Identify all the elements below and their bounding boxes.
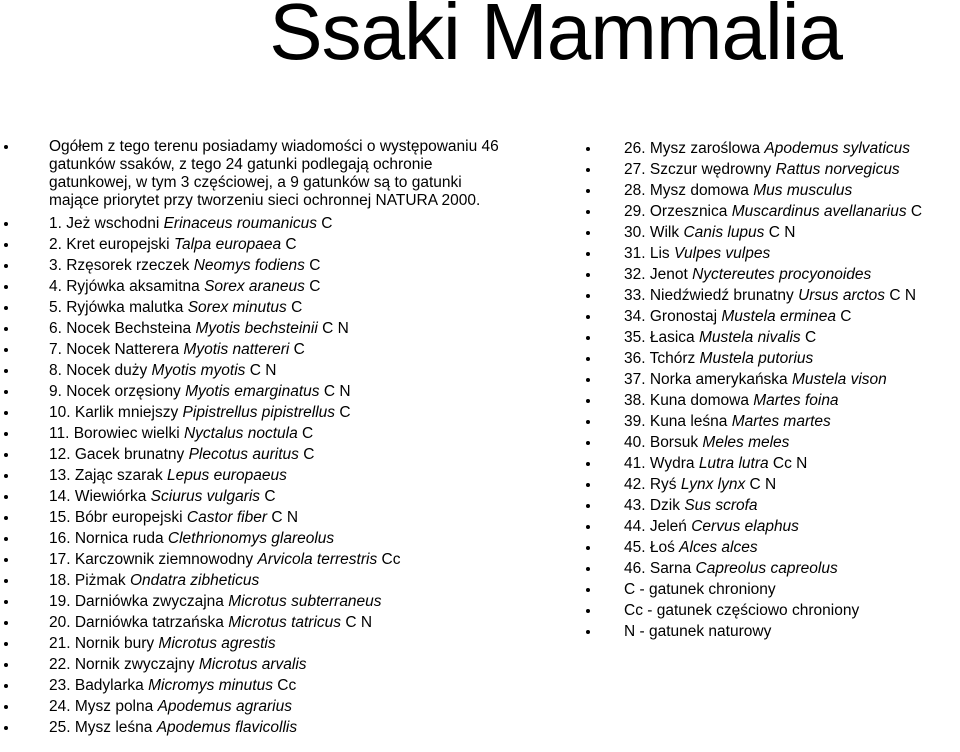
species-latin-name: Capreolus capreolus (695, 560, 838, 577)
species-polish-name: 27. Szczur wędrowny (624, 161, 772, 178)
species-latin-name: Plecotus auritus (188, 446, 299, 463)
species-latin-name: Vulpes vulpes (673, 245, 771, 262)
species-status: C (293, 341, 305, 358)
species-item (0, 339, 560, 360)
species-item (583, 285, 960, 306)
species-item (0, 654, 560, 675)
species-polish-name: 30. Wilk (624, 224, 680, 241)
species-latin-name: Erinaceus roumanicus (163, 215, 317, 232)
species-item (0, 234, 560, 255)
species-status: C N (323, 383, 351, 400)
species-polish-name: 16. Nornica ruda (49, 530, 164, 547)
species-item (0, 381, 560, 402)
species-item (0, 612, 560, 633)
species-latin-name: Nyctereutes procyonoides (692, 266, 872, 283)
species-latin-name: Ursus arctos (798, 287, 886, 304)
species-item (0, 696, 560, 717)
species-latin-name: Lepus europaeus (167, 467, 287, 484)
species-polish-name: 29. Orzesznica (624, 203, 728, 220)
species-item (583, 369, 960, 390)
species-item (0, 570, 560, 591)
species-item (0, 591, 560, 612)
species-status: C (339, 404, 351, 421)
species-latin-name: Microtus subterraneus (228, 593, 382, 610)
species-polish-name: 12. Gacek brunatny (49, 446, 185, 463)
species-item (583, 411, 960, 432)
species-latin-name: Mustela erminea (721, 308, 836, 325)
species-item (0, 633, 560, 654)
species-item (0, 276, 560, 297)
species-item (0, 423, 560, 444)
species-item (583, 264, 960, 285)
species-latin-name: Sus scrofa (684, 497, 758, 514)
species-item (583, 222, 960, 243)
species-latin-name: Sciurus vulgaris (150, 488, 261, 505)
species-polish-name: 1. Jeż wschodni (49, 215, 160, 232)
species-latin-name: Talpa europaea (173, 236, 282, 253)
species-item (583, 432, 960, 453)
species-item (583, 201, 960, 222)
species-item (0, 402, 560, 423)
species-item (583, 327, 960, 348)
species-polish-name: 42. Ryś (624, 476, 677, 493)
species-item (583, 390, 960, 411)
species-polish-name: 23. Badylarka (49, 677, 144, 694)
species-polish-name: 35. Łasica (624, 329, 695, 346)
species-latin-name: Apodemus agrarius (157, 698, 292, 715)
species-polish-name: 26. Mysz zaroślowa (624, 140, 761, 157)
species-polish-name: 46. Sarna (624, 560, 692, 577)
species-item (583, 537, 960, 558)
species-polish-name: 36. Tchórz (624, 350, 696, 367)
species-polish-name: 44. Jeleń (624, 518, 687, 535)
legend-item: Cc - gatunek częściowo chroniony (583, 600, 960, 621)
intro-paragraph: Ogółem z tego terenu posiadamy wiadomości o występowaniu 46 gatunków ssaków, z tego 24 gatunki podlegają ochronie gatunkowej, w tym 3 częściowej, a 9 gatunków są to gatunki mające priorytet przy tworzeniu sieci ochronnej NATURA 2000. (0, 138, 509, 210)
species-polish-name: 10. Karlik mniejszy (49, 404, 179, 421)
species-latin-name: Microtus tatricus (228, 614, 342, 631)
species-status: C (302, 425, 314, 442)
species-list-right (583, 138, 960, 642)
species-latin-name: Arvicola terrestris (257, 551, 378, 568)
species-item (0, 549, 560, 570)
legend-item: N - gatunek naturowy (583, 621, 960, 642)
species-latin-name: Clethrionomys glareolus (167, 530, 335, 547)
species-polish-name: 19. Darniówka zwyczajna (49, 593, 224, 610)
species-polish-name: 7. Nocek Natterera (49, 341, 180, 358)
species-latin-name: Lutra lutra (698, 455, 769, 472)
species-item (0, 444, 560, 465)
species-item (0, 318, 560, 339)
species-polish-name: 20. Darniówka tatrzańska (49, 614, 224, 631)
species-polish-name: 11. Borowiec wielki (49, 425, 180, 442)
species-item (0, 717, 560, 738)
species-status: C (840, 308, 852, 325)
species-item (0, 360, 560, 381)
species-status: C (910, 203, 923, 220)
species-polish-name: 15. Bóbr europejski (49, 509, 183, 526)
species-latin-name: Micromys minutus (148, 677, 273, 694)
species-latin-name: Sorex araneus (204, 278, 305, 295)
species-status: C (285, 236, 297, 253)
species-latin-name: Meles meles (702, 434, 790, 451)
species-latin-name: Myotis nattereri (183, 341, 290, 358)
species-latin-name: Martes martes (731, 413, 831, 430)
species-polish-name: 8. Nocek duży (49, 362, 148, 379)
species-status: Cc (381, 551, 401, 568)
species-polish-name: 45. Łoś (624, 539, 675, 556)
species-latin-name: Pipistrellus pipistrellus (182, 404, 336, 421)
species-polish-name: 25. Mysz leśna (49, 719, 153, 736)
species-latin-name: Muscardinus avellanarius (731, 203, 907, 220)
species-polish-name: 43. Dzik (624, 497, 680, 514)
species-latin-name: Apodemus flavicollis (156, 719, 298, 736)
species-status: C (309, 257, 321, 274)
species-latin-name: Neomys fodiens (193, 257, 305, 274)
species-item (583, 516, 960, 537)
species-item (0, 465, 560, 486)
species-status: C (804, 329, 817, 346)
species-status: C N (345, 614, 373, 631)
species-latin-name: Alces alces (679, 539, 758, 556)
species-item (583, 138, 960, 159)
species-item (0, 255, 560, 276)
species-status: C N (749, 476, 777, 493)
species-latin-name: Martes foina (753, 392, 839, 409)
species-latin-name: Castor fiber (186, 509, 267, 526)
species-item (583, 306, 960, 327)
species-item (583, 453, 960, 474)
species-polish-name: 32. Jenot (624, 266, 688, 283)
species-status: C N (768, 224, 796, 241)
species-item (0, 675, 560, 696)
species-polish-name: 21. Nornik bury (49, 635, 155, 652)
species-item (583, 495, 960, 516)
species-polish-name: 41. Wydra (624, 455, 695, 472)
species-latin-name: Nyctalus noctula (183, 425, 298, 442)
species-status: C N (889, 287, 917, 304)
species-polish-name: 39. Kuna leśna (624, 413, 728, 430)
species-latin-name: Lynx lynx (680, 476, 746, 493)
species-polish-name: 5. Ryjówka malutka (49, 299, 184, 316)
species-item (583, 558, 960, 579)
species-polish-name: 33. Niedźwiedź brunatny (624, 287, 794, 304)
species-polish-name: 22. Nornik zwyczajny (49, 656, 195, 673)
species-latin-name: Apodemus sylvaticus (764, 140, 911, 157)
species-polish-name: 6. Nocek Bechsteina (49, 320, 192, 337)
species-latin-name: Mustela vison (792, 371, 887, 388)
species-polish-name: 18. Piżmak (49, 572, 126, 589)
species-status: C (264, 488, 276, 505)
species-item (583, 474, 960, 495)
species-latin-name: Microtus agrestis (158, 635, 276, 652)
species-status: C (303, 446, 315, 463)
species-polish-name: 28. Mysz domowa (624, 182, 749, 199)
species-latin-name: Sorex minutus (187, 299, 287, 316)
species-item (583, 348, 960, 369)
species-polish-name: 14. Wiewiórka (49, 488, 147, 505)
species-polish-name: 40. Borsuk (624, 434, 699, 451)
species-item (0, 507, 560, 528)
species-latin-name: Ondatra zibheticus (129, 572, 260, 589)
species-polish-name: 2. Kret europejski (49, 236, 170, 253)
species-latin-name: Mus musculus (753, 182, 853, 199)
species-latin-name: Microtus arvalis (198, 656, 307, 673)
species-status: C (291, 299, 303, 316)
species-latin-name: Rattus norvegicus (775, 161, 900, 178)
species-polish-name: 4. Ryjówka aksamitna (49, 278, 200, 295)
species-polish-name: 17. Karczownik ziemnowodny (49, 551, 254, 568)
species-status: Cc (277, 677, 297, 694)
species-latin-name: Myotis bechsteinii (195, 320, 318, 337)
species-status: Cc N (772, 455, 808, 472)
species-status: C N (322, 320, 349, 337)
species-latin-name: Mustela nivalis (698, 329, 801, 346)
species-list-left (0, 138, 560, 738)
species-latin-name: Cervus elaphus (691, 518, 799, 535)
species-polish-name: 37. Norka amerykańska (624, 371, 788, 388)
species-latin-name: Mustela putorius (699, 350, 814, 367)
species-item (583, 159, 960, 180)
species-polish-name: 38. Kuna domowa (624, 392, 749, 409)
species-polish-name: 3. Rzęsorek rzeczek (49, 257, 190, 274)
species-item (0, 297, 560, 318)
species-item (0, 213, 560, 234)
species-polish-name: 9. Nocek orzęsiony (49, 383, 181, 400)
species-status: C (321, 215, 333, 232)
legend-item: C - gatunek chroniony (583, 579, 960, 600)
page-title: Ssaki Mammalia (269, 0, 842, 76)
species-polish-name: 13. Zając szarak (49, 467, 163, 484)
species-latin-name: Myotis emarginatus (185, 383, 320, 400)
species-latin-name: Canis lupus (683, 224, 765, 241)
species-status: C N (271, 509, 299, 526)
species-item (0, 486, 560, 507)
species-item (583, 243, 960, 264)
species-polish-name: 24. Mysz polna (49, 698, 154, 715)
species-status: C N (249, 362, 277, 379)
species-polish-name: 31. Lis (624, 245, 670, 262)
species-latin-name: Myotis myotis (151, 362, 246, 379)
species-status: C (309, 278, 321, 295)
species-item (583, 180, 960, 201)
species-item (0, 528, 560, 549)
species-polish-name: 34. Gronostaj (624, 308, 718, 325)
